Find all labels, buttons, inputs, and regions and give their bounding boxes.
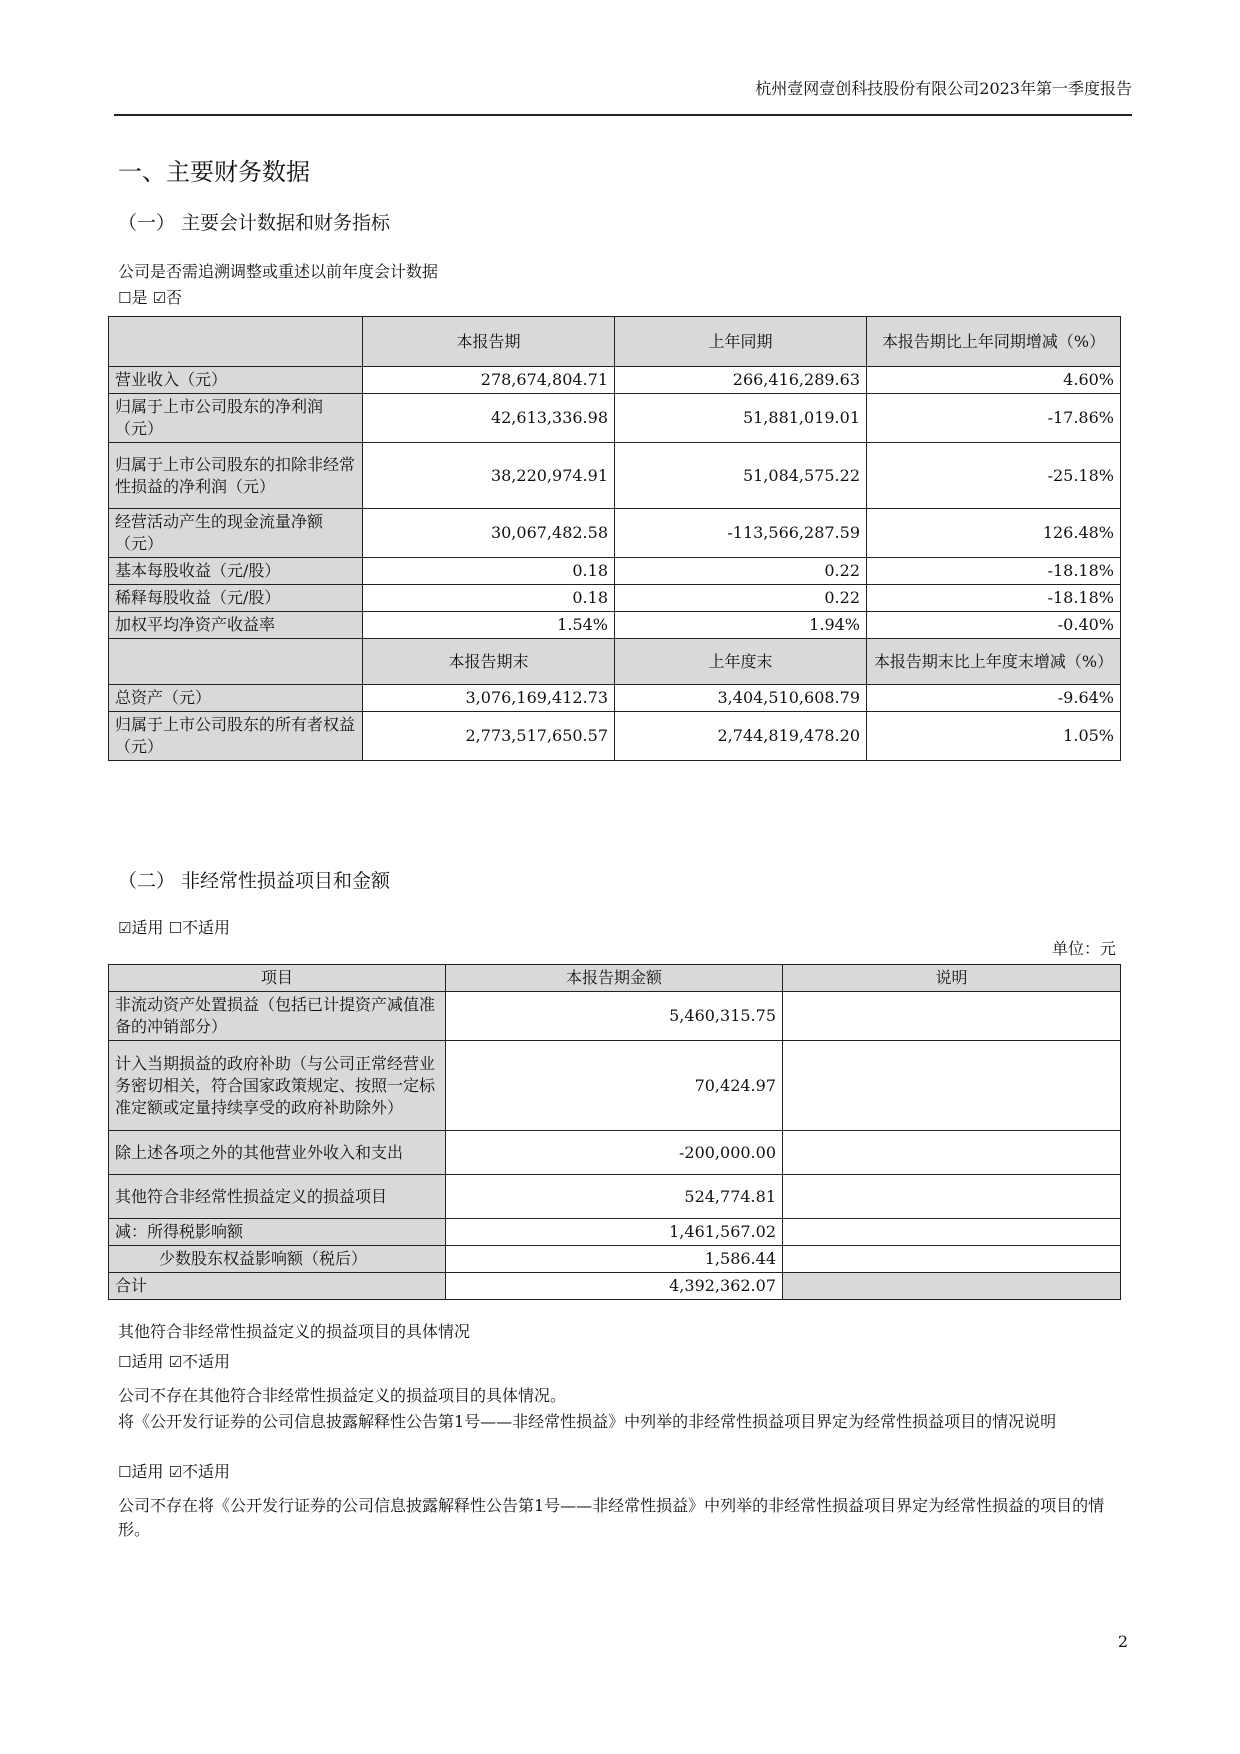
- row-label: 总资产（元）: [109, 685, 363, 712]
- current-value: 30,067,482.58: [363, 509, 615, 558]
- current-value: 3,076,169,412.73: [363, 685, 615, 712]
- row-label: 加权平均净资产收益率: [109, 612, 363, 639]
- table-row: [109, 1246, 1121, 1273]
- amount-value: 5,460,315.75: [446, 992, 783, 1041]
- table-row: [109, 558, 1121, 585]
- checkbox-unchecked-icon: ☐: [118, 289, 132, 307]
- choice-no-label: 否: [166, 288, 183, 307]
- table-row: [109, 1175, 1121, 1219]
- header-empty-cell: [109, 317, 363, 367]
- change-value: -0.40%: [867, 612, 1121, 639]
- row-label: 基本每股收益（元/股）: [109, 558, 363, 585]
- change-value: -9.64%: [867, 685, 1121, 712]
- header-current: 本报告期: [363, 317, 615, 367]
- reclass-text: 公司不存在将《公开发行证券的公司信息披露解释性公告第1号——非经常性损益》中列举的非经常性损益项目界定为经常性损益的项目的情形。: [118, 1496, 1105, 1539]
- non-recurring-table: [108, 964, 1121, 1300]
- note-cell: [783, 1273, 1121, 1300]
- checkbox-checked-icon: ☑: [118, 919, 132, 937]
- amount-value: 1,461,567.02: [446, 1219, 783, 1246]
- amount-value: 4,392,362.07: [446, 1273, 783, 1300]
- change-value: -17.86%: [867, 394, 1121, 443]
- current-value: 1.54%: [363, 612, 615, 639]
- prior-value: 3,404,510,608.79: [615, 685, 867, 712]
- prior-value: 266,416,289.63: [615, 367, 867, 394]
- row-label: 营业收入（元）: [109, 367, 363, 394]
- table-row: [109, 1041, 1121, 1131]
- item-label: 计入当期损益的政府补助（与公司正常经营业务密切相关，符合国家政策规定、按照一定标准定额或定量持续享受的政府补助除外）: [109, 1041, 446, 1131]
- table-row: [109, 1131, 1121, 1175]
- table-row: [109, 585, 1121, 612]
- item-label: 合计: [109, 1273, 446, 1300]
- row-label: 归属于上市公司股东的所有者权益（元）: [109, 712, 363, 761]
- header-item: 项目: [109, 965, 446, 992]
- item-label: 其他符合非经常性损益定义的损益项目: [109, 1175, 446, 1219]
- financial-data-table: [108, 316, 1121, 761]
- checkbox-checked-icon: ☑: [152, 289, 167, 307]
- table-header-row: [109, 965, 1121, 992]
- table-row: [109, 712, 1121, 761]
- choice-2: [118, 1460, 230, 1484]
- prior-value: 51,084,575.22: [615, 443, 867, 509]
- checkbox-unchecked-icon: ☐: [118, 1353, 132, 1371]
- current-value: 2,773,517,650.57: [363, 712, 615, 761]
- change-value: -18.18%: [867, 558, 1121, 585]
- table-row: [109, 992, 1121, 1041]
- unit-label: 单位：元: [1051, 939, 1116, 958]
- amount-value: 1,586.44: [446, 1246, 783, 1273]
- note-cell: [783, 1041, 1121, 1131]
- table-row: [109, 685, 1121, 712]
- table-row: [109, 612, 1121, 639]
- table-row: [109, 367, 1121, 394]
- current-value: 0.18: [363, 558, 615, 585]
- choice-1: [118, 1350, 230, 1374]
- item-label: 非流动资产处置损益（包括已计提资产减值准备的冲销部分）: [109, 992, 446, 1041]
- applicable-label: 适用: [131, 1352, 164, 1371]
- applicable-label: 适用: [131, 918, 164, 937]
- note-cell: [783, 1131, 1121, 1175]
- header-change: 本报告期末比上年度末增减（%）: [867, 639, 1121, 685]
- row-label: 归属于上市公司股东的扣除非经常性损益的净利润（元）: [109, 443, 363, 509]
- restate-choice: [118, 286, 182, 310]
- row-label: 经营活动产生的现金流量净额（元）: [109, 509, 363, 558]
- table-row: [109, 443, 1121, 509]
- checkbox-checked-icon: ☑: [168, 1353, 183, 1371]
- report-header: 杭州壹网壹创科技股份有限公司2023年第一季度报告: [755, 79, 1132, 98]
- amount-value: 70,424.97: [446, 1041, 783, 1131]
- current-value: 278,674,804.71: [363, 367, 615, 394]
- not-applicable-label: 不适用: [182, 918, 231, 937]
- table-header-row: [109, 639, 1121, 685]
- prior-value: 1.94%: [615, 612, 867, 639]
- header-change: 本报告期比上年同期增减（%）: [867, 317, 1121, 367]
- item-label: 减：所得税影响额: [109, 1219, 446, 1246]
- header-current: 本报告期末: [363, 639, 615, 685]
- prior-value: 0.22: [615, 585, 867, 612]
- table-row: [109, 509, 1121, 558]
- subsection-heading-1: （一） 主要会计数据和财务指标: [118, 212, 391, 234]
- current-value: 0.18: [363, 585, 615, 612]
- change-value: 1.05%: [867, 712, 1121, 761]
- note-cell: [783, 1246, 1121, 1273]
- checkbox-unchecked-icon: ☐: [168, 919, 183, 937]
- table-row: [109, 1273, 1121, 1300]
- subsection-heading-2: （二） 非经常性损益项目和金额: [118, 870, 391, 892]
- table-row: [109, 394, 1121, 443]
- item-label: 少数股东权益影响额（税后）: [109, 1246, 446, 1273]
- page-number: 2: [1117, 1632, 1128, 1651]
- amount-value: -200,000.00: [446, 1131, 783, 1175]
- header-rule: [114, 114, 1132, 116]
- section-heading: 一、主要财务数据: [118, 158, 310, 186]
- change-value: -25.18%: [867, 443, 1121, 509]
- row-label: 稀释每股收益（元/股）: [109, 585, 363, 612]
- prior-value: -113,566,287.59: [615, 509, 867, 558]
- checkbox-unchecked-icon: ☐: [118, 1463, 132, 1481]
- checkbox-checked-icon: ☑: [168, 1463, 183, 1481]
- row-label: 归属于上市公司股东的净利润（元）: [109, 394, 363, 443]
- table-row: [109, 1219, 1121, 1246]
- note-cell: [783, 1175, 1121, 1219]
- note-cell: [783, 992, 1121, 1041]
- reclass-title: 将《公开发行证券的公司信息披露解释性公告第1号——非经常性损益》中列举的非经常性损益项目界定为经常性损益项目的情况说明: [118, 1412, 1057, 1431]
- change-value: -18.18%: [867, 585, 1121, 612]
- not-applicable-label: 不适用: [182, 1462, 231, 1481]
- prior-value: 2,744,819,478.20: [615, 712, 867, 761]
- prior-value: 51,881,019.01: [615, 394, 867, 443]
- header-prior: 上年度末: [615, 639, 867, 685]
- header-empty-cell: [109, 639, 363, 685]
- item-label: 除上述各项之外的其他营业外收入和支出: [109, 1131, 446, 1175]
- applicable-label: 适用: [131, 1462, 164, 1481]
- header-prior: 上年同期: [615, 317, 867, 367]
- change-value: 4.60%: [867, 367, 1121, 394]
- not-applicable-label: 不适用: [182, 1352, 231, 1371]
- header-note: 说明: [783, 965, 1121, 992]
- header-amount: 本报告期金额: [446, 965, 783, 992]
- change-value: 126.48%: [867, 509, 1121, 558]
- other-items-title: 其他符合非经常性损益定义的损益项目的具体情况: [118, 1322, 471, 1341]
- prior-value: 0.22: [615, 558, 867, 585]
- note-cell: [783, 1219, 1121, 1246]
- current-value: 38,220,974.91: [363, 443, 615, 509]
- choice-yes-label: 是: [131, 288, 148, 307]
- table-header-row: [109, 317, 1121, 367]
- amount-value: 524,774.81: [446, 1175, 783, 1219]
- current-value: 42,613,336.98: [363, 394, 615, 443]
- applicable-choice: [118, 916, 230, 940]
- other-items-text: 公司不存在其他符合非经常性损益定义的损益项目的具体情况。: [118, 1386, 567, 1405]
- restate-question: 公司是否需追溯调整或重述以前年度会计数据: [118, 262, 439, 281]
